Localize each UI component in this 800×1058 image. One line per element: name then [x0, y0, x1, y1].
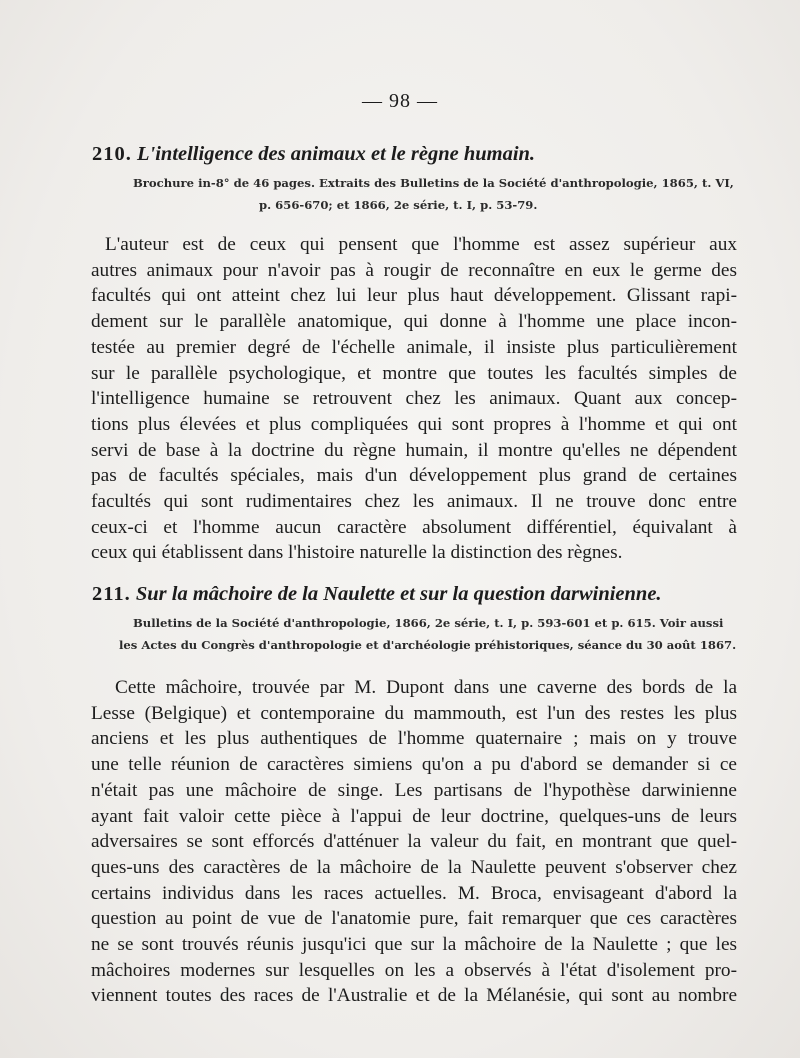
biblio-line: Brochure in-8° de 46 pages. Extraits des Bulletins de la Société d'anthropologie, 1865, t. VI, — [133, 176, 734, 190]
text-line: pas de facultés spéciales, mais d'un développement plus grand de certaines — [91, 465, 737, 487]
text-line: adversaires se sont efforcés d'atténuer la valeur du fait, en montrant que quel- — [91, 831, 737, 853]
text-line: Cette mâchoire, trouvée par M. Dupont dans une caverne des bords de la — [115, 677, 737, 698]
text-line: facultés qui ont atteint chez lui leur plus haut développement. Glissant rapi- — [91, 285, 737, 307]
entry-title: L'intelligence des animaux et le règne humain. — [137, 143, 536, 165]
text-line: L'auteur est de ceux qui pensent que l'homme est assez supérieur aux — [105, 234, 737, 255]
entry-210-summary — [91, 232, 737, 566]
text-line: ayant fait valoir cette pièce à l'appui de leur doctrine, quelques-uns de leurs — [91, 805, 737, 827]
entry-211-summary — [91, 675, 737, 1009]
text-line: tions plus élevées et plus compliquées qui sont propres à l'homme et qui ont — [91, 413, 737, 435]
text-line: question au point de vue de l'anatomie pure, fait remarquer que ces caractères — [91, 908, 737, 930]
entry-211-heading — [92, 583, 752, 606]
biblio-line: Bulletins de la Société d'anthropologie, 1866, 2e série, t. I, p. 593-601 et p. 615. Voir aussi — [133, 616, 724, 630]
text-line: ceux qui établissent dans l'histoire naturelle la distinction des règnes. — [91, 542, 623, 564]
text-line: ne se sont trouvés réunis jusqu'ici que sur la mâchoire de la Naulette ; que les — [91, 934, 737, 956]
biblio-line: p. 656-670; et 1866, 2e série, t. I, p. 53-79. — [259, 198, 538, 212]
text-line: testée au premier degré de l'échelle animale, il insiste plus particulièrement — [91, 336, 737, 358]
text-line: ques-uns des caractères de la mâchoire de la Naulette peuvent s'observer chez — [91, 856, 737, 878]
text-line: ceux-ci et l'homme aucun caractère absolument différentiel, équivalant à — [91, 516, 737, 538]
text-line: l'intelligence humaine se retrouvent chez les animaux. Quant aux concep- — [91, 388, 737, 410]
text-line: dement sur le parallèle anatomique, qui donne à l'homme une place incon- — [91, 311, 737, 333]
entry-210-heading — [92, 143, 752, 166]
entry-number: 211. — [92, 583, 131, 605]
text-line: Lesse (Belgique) et contemporaine du mammouth, est l'un des restes les plus — [91, 702, 737, 724]
entry-211-bibliography — [119, 612, 737, 656]
text-line: autres animaux pour n'avoir pas à rougir de reconnaître en eux le germe des — [91, 259, 737, 281]
entry-title: Sur la mâchoire de la Naulette et sur la question darwinienne. — [135, 583, 662, 605]
text-line: viennent toutes des races de l'Australie et de la Mélanésie, qui sont au nombre — [91, 985, 737, 1007]
text-line: facultés qui sont rudimentaires chez les animaux. Il ne trouve donc entre — [91, 491, 737, 513]
text-line: anciens et les plus authentiques de l'homme quaternaire ; mais on y trouve — [91, 728, 737, 750]
page-number: — 98 — — [362, 90, 438, 112]
entry-number: 210. — [92, 143, 132, 165]
text-line: sur le parallèle psychologique, et montre que toutes les facultés simples de — [91, 362, 737, 384]
text-line: servi de base à la doctrine du règne humain, il montre qu'elles ne dépendent — [91, 439, 737, 461]
text-line: mâchoires modernes sur lesquelles on les a observés à l'état d'isolement pro- — [91, 959, 737, 981]
text-line: une telle réunion de caractères simiens qu'on a pu d'abord se demander si ce — [91, 754, 737, 776]
entry-210-bibliography — [133, 172, 733, 216]
text-line: n'était pas une mâchoire de singe. Les partisans de l'hypothèse darwinienne — [91, 779, 737, 801]
text-line: certains individus dans les races actuelles. M. Broca, envisageant d'abord la — [91, 882, 737, 904]
biblio-line: les Actes du Congrès d'anthropologie et d'archéologie préhistoriques, séance du 30 août 1867. — [119, 638, 737, 652]
